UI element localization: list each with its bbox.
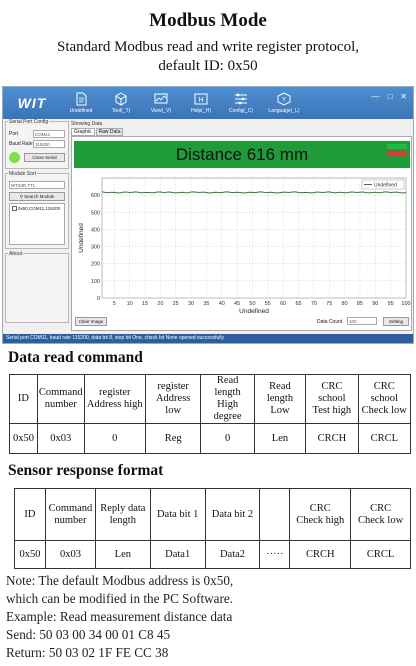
read-header-cell: Read length High degree — [201, 375, 254, 424]
read-command-title: Data read command — [8, 349, 143, 366]
response-format-title: Sensor response format — [8, 462, 164, 479]
serial-group-title: Serial Port Config — [9, 119, 49, 125]
port-select[interactable]: COM11 — [33, 130, 65, 138]
x-axis-label: Undefined — [239, 308, 269, 315]
resp-value-cell: CRCL — [351, 541, 411, 569]
resp-value-cell: CRCH — [290, 541, 351, 569]
toolbar-config-button[interactable] — [221, 87, 261, 119]
y-axis-label: Undefined — [78, 223, 85, 253]
y-tick-label: 600 — [90, 193, 100, 200]
response-format-table — [14, 488, 411, 569]
x-tick-label: 35 — [203, 301, 210, 307]
module-list-item-label: 0x50,COM11,115200 — [18, 206, 61, 211]
read-value-cell: 0x50 — [10, 424, 38, 454]
data-tabs — [71, 128, 412, 136]
toolbar-undefined-label: Undefined — [69, 108, 93, 114]
y-tick-label: 0 — [96, 296, 100, 302]
x-tick-label: 50 — [249, 301, 256, 307]
notes-block — [6, 572, 233, 662]
showing-data-label: Showing Data — [71, 121, 103, 127]
x-tick-label: 45 — [234, 301, 241, 307]
bottom-controls — [71, 317, 412, 327]
read-header-cell: ID — [10, 375, 38, 424]
x-tick-label: 90 — [372, 301, 379, 307]
x-tick-label: 60 — [280, 301, 287, 307]
subtitle-line-1: Standard Modbus read and write register protocol, — [57, 39, 359, 55]
x-tick-label: 40 — [218, 301, 225, 307]
page-title: Modbus Mode — [149, 10, 267, 31]
y-tick-label: 300 — [90, 244, 100, 251]
x-tick-label: 5 — [112, 301, 116, 307]
read-command-table — [9, 374, 411, 454]
module-select[interactable]: WT53R TTL — [9, 181, 65, 189]
graph-area — [71, 136, 412, 331]
toolbar-config-label: Config(_C) — [228, 108, 254, 114]
about-group-title: About — [9, 251, 23, 257]
checkbox-icon[interactable] — [12, 206, 17, 211]
read-value-cell: Reg — [145, 424, 200, 454]
read-value-cell: Len — [254, 424, 305, 454]
read-header-cell: CRC school Test high — [306, 375, 358, 424]
software-window — [2, 86, 414, 344]
chart-icon — [154, 92, 168, 106]
left-panel — [5, 121, 69, 327]
read-header-cell: Read length Low — [254, 375, 305, 424]
toolbar — [3, 87, 413, 119]
plot-area — [102, 178, 406, 298]
toolbar-view-label: View(_V) — [150, 108, 172, 114]
toolbar-language-button[interactable] — [261, 87, 307, 119]
search-module-button[interactable] — [9, 192, 65, 201]
clear-image-button[interactable]: Clear Image — [75, 317, 107, 326]
setting-button[interactable]: Setting — [383, 317, 409, 326]
module-list — [9, 203, 65, 245]
baud-label: Baud Rate — [9, 141, 33, 147]
status-badge-red — [387, 151, 407, 156]
resp-header-cell: Data bit 1 — [150, 489, 205, 541]
x-tick-label: 10 — [126, 301, 133, 307]
resp-header-cell: ID — [15, 489, 46, 541]
distance-chart — [74, 170, 411, 326]
help-icon — [194, 92, 208, 106]
toolbar-language-label: Language(_L) — [268, 108, 300, 114]
read-header-cell: Command number — [37, 375, 84, 424]
distance-banner — [74, 141, 410, 168]
serial-port-group — [5, 121, 69, 169]
baud-select[interactable]: 115200 — [33, 140, 65, 148]
x-tick-label: 95 — [387, 301, 394, 307]
search-module-label: Search Module — [24, 194, 55, 199]
language-icon — [277, 92, 291, 106]
toolbar-undefined-button[interactable] — [61, 87, 101, 119]
data-count-label: Data Count — [317, 319, 343, 325]
sliders-icon — [234, 92, 248, 106]
resp-header-cell: Data bit 2 — [205, 489, 260, 541]
svg-text:H: H — [198, 97, 204, 104]
x-tick-label: 25 — [172, 301, 179, 307]
toolbar-tool-button[interactable] — [101, 87, 141, 119]
data-panel — [71, 121, 412, 329]
toolbar-view-button[interactable] — [141, 87, 181, 119]
resp-value-cell: Data2 — [205, 541, 260, 569]
toolbar-help-label: Help(_H) — [190, 108, 211, 114]
resp-value-cell: Data1 — [150, 541, 205, 569]
note-line: Send: 50 03 00 34 00 01 C8 45 — [6, 627, 171, 642]
resp-value-cell: 0x50 — [15, 541, 46, 569]
table-header-row — [15, 489, 411, 541]
toolbar-tool-label: Tool(_T) — [111, 108, 131, 114]
minimize-icon[interactable]: — — [371, 92, 380, 101]
read-value-cell: CRCL — [358, 424, 410, 454]
read-value-cell: 0 — [84, 424, 145, 454]
distance-readout: Distance 616 mm — [175, 144, 309, 164]
read-value-cell: 0x03 — [37, 424, 84, 454]
resp-value-cell: 0x03 — [45, 541, 95, 569]
resp-header-cell — [260, 489, 290, 541]
close-serial-button[interactable]: Close Serial — [24, 153, 65, 162]
y-tick-label: 400 — [90, 227, 100, 234]
read-header-cell: register Address low — [145, 375, 200, 424]
wit-logo: WIT — [17, 95, 47, 111]
maximize-icon[interactable]: □ — [387, 92, 393, 101]
cube-icon — [114, 92, 128, 106]
resp-header-cell: Command number — [45, 489, 95, 541]
note-line: Note: The default Modbus address is 0x50, — [6, 573, 234, 588]
resp-value-cell: Len — [95, 541, 150, 569]
resp-header-cell: CRC Check high — [290, 489, 351, 541]
read-value-cell: CRCH — [306, 424, 358, 454]
toolbar-help-button[interactable] — [181, 87, 221, 119]
x-tick-label: 20 — [157, 301, 164, 307]
x-tick-label: 55 — [264, 301, 271, 307]
about-group — [5, 253, 69, 323]
x-tick-label: 15 — [141, 301, 149, 307]
table-header-row — [10, 375, 411, 424]
status-badge-green — [387, 144, 407, 149]
window-controls — [371, 92, 407, 101]
legend-label: Undefined — [374, 182, 397, 189]
tab-graphic[interactable]: Graphic — [71, 128, 95, 136]
note-line: Example: Read measurement distance data — [6, 609, 233, 624]
list-item[interactable] — [12, 206, 62, 211]
module-group-title: Module Sort — [9, 171, 36, 177]
search-icon: ⚲ — [19, 193, 25, 199]
y-tick-label: 100 — [90, 278, 100, 285]
subtitle-line-2: default ID: 0x50 — [158, 58, 258, 74]
x-tick-label: 80 — [341, 301, 348, 307]
y-tick-label: 500 — [90, 210, 100, 217]
page-subtitle — [0, 38, 416, 76]
resp-value-cell: ····· — [260, 541, 290, 569]
note-line: which can be modified in the PC Software. — [6, 591, 234, 606]
x-tick-label: 100 — [401, 301, 411, 307]
x-tick-label: 75 — [326, 301, 333, 307]
tab-raw-data[interactable]: Raw Data — [96, 128, 124, 136]
close-icon[interactable]: ✕ — [400, 92, 407, 101]
read-header-cell: CRC school Check low — [358, 375, 410, 424]
module-sort-group — [5, 173, 69, 249]
table-row — [15, 541, 411, 569]
svg-text:Y: Y — [281, 97, 287, 104]
note-line: Return: 50 03 02 1F FE CC 38 — [6, 645, 169, 660]
x-tick-label: 70 — [310, 301, 317, 307]
x-tick-label: 65 — [295, 301, 302, 307]
connection-status-indicator — [9, 152, 20, 163]
resp-header-cell: Reply data length — [95, 489, 150, 541]
port-label: Port — [9, 131, 19, 137]
file-icon — [74, 92, 88, 106]
read-header-cell: register Address high — [84, 375, 145, 424]
resp-header-cell: CRC Check low — [351, 489, 411, 541]
x-tick-label: 30 — [187, 301, 195, 307]
status-bar: Serial port COM11, baud rate 115200, data bit 8, stop bit One, check bit None opened successfully — [3, 334, 413, 343]
read-value-cell: 0 — [201, 424, 254, 454]
x-tick-label: 85 — [356, 301, 364, 307]
y-tick-label: 200 — [90, 261, 100, 268]
table-row — [10, 424, 411, 454]
data-count-input[interactable]: 100 — [347, 317, 377, 325]
